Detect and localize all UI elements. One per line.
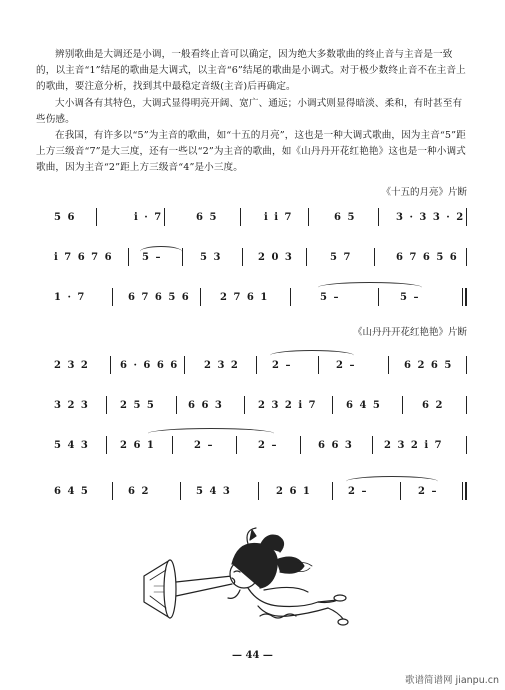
measure: 2 7 6 1 bbox=[220, 292, 269, 303]
measure: 2 – bbox=[194, 440, 214, 451]
score-row bbox=[36, 428, 470, 472]
score-row bbox=[36, 200, 470, 244]
page-number: — 44 — bbox=[232, 650, 273, 661]
score-row bbox=[36, 388, 470, 432]
measure: i 7 6 7 6 bbox=[54, 252, 114, 263]
measure: 6 6 3 bbox=[318, 440, 354, 451]
measure: 2 – bbox=[272, 360, 292, 371]
piece-title-2: 《山丹丹开花红艳艳》片断 bbox=[352, 327, 467, 338]
measure: 5 4 3 bbox=[196, 486, 232, 497]
measure: 5 – bbox=[320, 292, 340, 303]
measure: 2 3 2 i 7 bbox=[258, 400, 318, 411]
score-row bbox=[36, 348, 470, 392]
measure: 2 6 1 bbox=[276, 486, 312, 497]
measure: 5 4 3 bbox=[54, 440, 90, 451]
measure: 6 5 bbox=[334, 212, 356, 223]
score-row bbox=[36, 240, 470, 284]
measure: 6 2 bbox=[128, 486, 150, 497]
measure: 1 · 7 bbox=[54, 292, 86, 303]
score-row bbox=[36, 280, 470, 324]
site-watermark: 歌谱简谱网 jianpu.cn bbox=[405, 675, 499, 686]
measure: 5 6 bbox=[54, 212, 76, 223]
measure: 2 5 5 bbox=[120, 400, 156, 411]
measure: 2 3 2 bbox=[54, 360, 90, 371]
final-barline bbox=[462, 288, 467, 306]
measure: 2 3 2 bbox=[204, 360, 240, 371]
measure: 2 0 3 bbox=[258, 252, 294, 263]
measure: 2 – bbox=[258, 440, 278, 451]
measure: 2 6 1 bbox=[120, 440, 156, 451]
tie-arc bbox=[148, 428, 274, 439]
tie-arc bbox=[140, 246, 182, 257]
measure: 5 7 bbox=[330, 252, 352, 263]
paragraph-1: 辨别歌曲是大调还是小调，一般看终止音可以确定，因为绝大多数歌曲的终止音与主音是一致的，以主音“1”结尾的歌曲是大调式，以主音“6”结尾的歌曲是小调式。对于极少数终止音不在主音上的歌曲，要注意分析，找到其中最稳定音级(主音)后再确定。 bbox=[36, 49, 466, 93]
score-row bbox=[36, 474, 470, 518]
measure: i · 7 bbox=[134, 212, 163, 223]
measure: 5 – bbox=[142, 252, 162, 263]
piece-title-1: 《十五的月亮》片断 bbox=[381, 187, 467, 198]
measure: 3 2 3 bbox=[54, 400, 90, 411]
measure: 2 – bbox=[336, 360, 356, 371]
measure: i i 7 bbox=[264, 212, 294, 223]
measure: 6 6 3 bbox=[188, 400, 224, 411]
final-barline bbox=[462, 482, 467, 500]
measure: 5 3 bbox=[200, 252, 222, 263]
measure: 6 · 6 6 6 bbox=[120, 360, 179, 371]
measure: 2 3 2 i 7 bbox=[384, 440, 444, 451]
measure: 6 4 5 bbox=[54, 486, 90, 497]
measure: 6 2 6 5 bbox=[404, 360, 453, 371]
measure: 3 · 3 3 · 2 bbox=[396, 212, 465, 223]
measure: 6 4 5 bbox=[346, 400, 382, 411]
measure: 5 – bbox=[400, 292, 420, 303]
girl-with-trumpet-illustration bbox=[140, 520, 350, 640]
measure: 2 – bbox=[418, 486, 438, 497]
paragraph-2: 大小调各有其特色，大调式显得明亮开阔、宽广、通远；小调式则显得暗淡、柔和，有时甚至有些伤感。 bbox=[36, 98, 463, 126]
measure: 6 7 6 5 6 bbox=[396, 252, 459, 263]
paragraph-3: 在我国，有许多以“5”为主音的歌曲，如“十五的月亮”，这也是一种大调式歌曲，因为主音“5”距上方三级音“7”是大三度，还有一些以“2”为主音的歌曲，如《山丹丹开花红艳艳》这也是一种小调式歌曲，因为主音“2”距上方三级音“4”是小三度。 bbox=[36, 130, 466, 174]
measure: 6 2 bbox=[422, 400, 444, 411]
measure: 6 5 bbox=[196, 212, 218, 223]
measure: 2 – bbox=[348, 486, 368, 497]
measure: 6 7 6 5 6 bbox=[128, 292, 191, 303]
